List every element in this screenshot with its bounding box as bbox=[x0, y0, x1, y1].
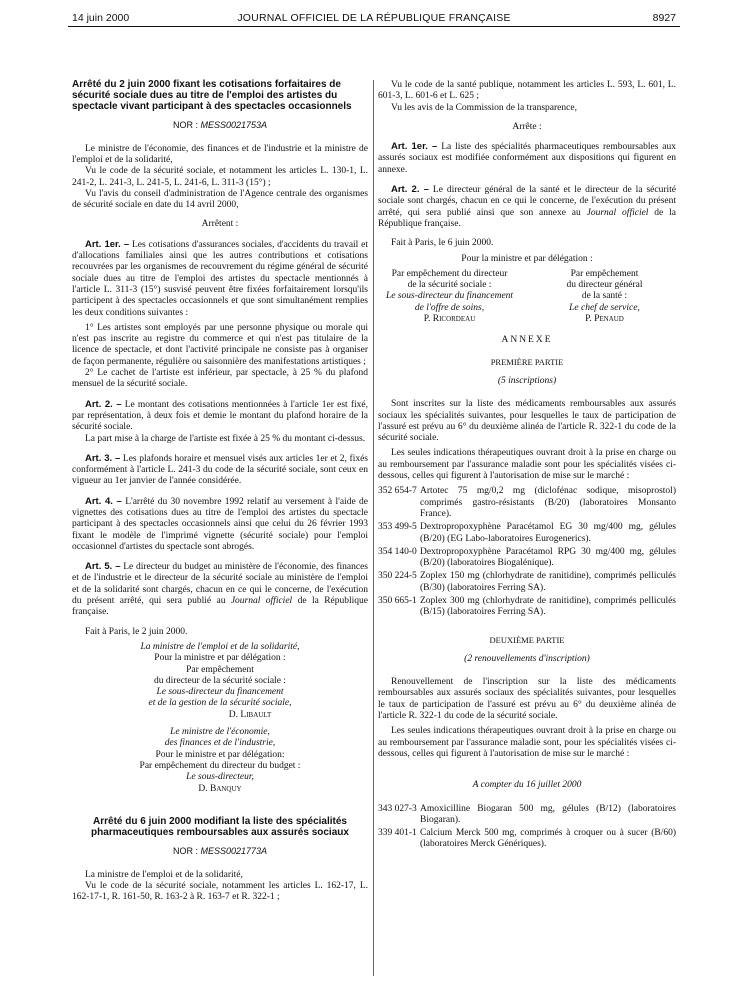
arrete-heading: Arrête : bbox=[512, 121, 542, 132]
part-2-subheading: (2 renouvellements d'inscription) bbox=[464, 653, 590, 664]
nor-label: NOR : bbox=[172, 120, 198, 131]
article-label: Art. 4. – bbox=[85, 495, 122, 507]
condition-1: 1° Les artistes sont employés par une personne physique ou morale qui n'est pas inscrite au registre du commerce et qui n'est pas titulaire de la licence de spectacle, et dont l'activité principale ne consiste pas à organiser de façon permanente, régulière ou saisonnière des manifestations artistiques ; bbox=[72, 322, 368, 367]
signature-line: de l'offre de soins, bbox=[414, 302, 485, 313]
medication-entry: Calcium Merck 500 mg, comprimés à croquer ou à sucer (B/60) (laboratoires Merck Génériques). bbox=[420, 828, 676, 850]
signature-line: Le sous-directeur du financement bbox=[156, 687, 284, 698]
part-1-paragraph: Sont inscrites sur la liste des médicaments remboursables aux assurés sociaux les spécialités suivantes, pour lesquelles le taux de participation de l'assuré est prévu au 6° du deuxième alinéa de l'article R. 322-1 du code de la sécurité sociale. bbox=[378, 399, 676, 444]
signature-line: Le sous-directeur, bbox=[186, 772, 254, 783]
signature-left bbox=[378, 269, 521, 325]
cip-code: 350 224-5 bbox=[378, 571, 417, 582]
header-rule bbox=[68, 26, 680, 27]
journal-officiel-mention: Journal officiel bbox=[586, 207, 649, 218]
signature-line: La ministre de l'emploi et de la solidarité, bbox=[140, 641, 300, 652]
part-2-paragraph: Renouvellement de l'inscription sur la liste des médicaments remboursables aux assurés sociaux des spécialités suivantes, pour lesquelles le taux de participation de l'assuré est prévu au 6° du deuxième alinéa de l'article R. 322-1 du code de la sécurité sociale. bbox=[378, 677, 676, 722]
renewals-list bbox=[378, 804, 676, 853]
header-page-number: 8927 bbox=[652, 12, 676, 24]
signatory-name: P. Penaud bbox=[585, 314, 624, 325]
cip-code: 352 654-7 bbox=[378, 486, 417, 497]
medication-entry: Dextropropoxyphène Paracétamol RPG 30 mg/400 mg, gélules (B/20) (laboratoires Biogalénique). bbox=[420, 546, 676, 569]
vu-paragraph: Vu le code de la santé publique, notamment les articles L. 593, L. 601, L. 601-3, L. 601-6 et L. 625 ; bbox=[378, 80, 676, 102]
signature-block-1 bbox=[72, 642, 368, 721]
intro-paragraph: Vu l'avis du conseil d'administration de l'Agence centrale des organismes de sécurité sociale en date du 14 avril 2000, bbox=[72, 188, 368, 211]
part-1-subheading: (5 inscriptions) bbox=[497, 375, 557, 386]
signature-line: de la sécurité sociale : bbox=[407, 280, 492, 291]
medication-entry: Artotec 75 mg/0,2 mg (diclofénac sodique, misoprostol) comprimés gastro-résistants (B/20) (laboratoires Monsanto France). bbox=[420, 486, 676, 519]
article-text: L'arrêté du 30 novembre 1992 relatif au versement à l'aide de vignettes des cotisations dues au titre de l'emploi des artistes du spectacle participant à des spectacles occasionnels ainsi que celui du 26 février 1993 fixant le modèle de l'imprimé vignette (sécurité sociale) pour l'emploi occasionnel d'artistes du spectacle sont abrogés. bbox=[72, 496, 368, 552]
part-2-paragraph: Les seules indications thérapeutiques ouvrant droit à la prise en charge ou au remboursement par l'assurance maladie sont, pour les spécialités visées ci-dessous, celles qui figurent à l'autorisation de mise sur le marché : bbox=[378, 726, 676, 759]
cip-code: 350 665-1 bbox=[378, 595, 417, 606]
signatory-name: D. Banquy bbox=[198, 783, 242, 794]
article-label: Art. 5. – bbox=[85, 561, 121, 573]
intro-paragraph: Le ministre de l'économie, des finances et de l'industrie et la ministre de l'emploi et de la solidarité, bbox=[72, 143, 368, 165]
part-1-heading: PREMIÈRE PARTIE bbox=[490, 356, 564, 367]
article-text: Le directeur général de la santé et le directeur de la sécurité sociale sont chargés, chacun en ce qui le concerne, de l'exécution du présent arrêté, qui sera publié ainsi que son annexe au bbox=[378, 185, 676, 218]
signature-block-2 bbox=[72, 727, 368, 795]
signature-line: et de la gestion de la sécurité sociale, bbox=[148, 698, 292, 709]
arrete-2-nor bbox=[72, 846, 368, 857]
article-2 bbox=[72, 399, 368, 434]
header-date: 14 juin 2000 bbox=[72, 12, 130, 24]
nor-label: NOR : bbox=[172, 846, 198, 857]
article-text: Le montant des cotisations mentionnées à l'article 1er est fixé, par représentation, à deux fois et demie le montant du plafond horaire de la sécurité sociale. bbox=[72, 399, 368, 433]
signature-line: de la santé : bbox=[581, 291, 628, 302]
delegation-line: Pour la ministre et par délégation : bbox=[461, 253, 593, 264]
arretent-heading: Arrêtent : bbox=[201, 219, 239, 230]
signature-line: Par empêchement du directeur du budget : bbox=[139, 760, 301, 771]
article-label: Art. 1er. – bbox=[391, 141, 438, 153]
article-text: Les plafonds horaire et mensuel visés aux articles 1er et 2, fixés conformément à l'article L. 241-3 du code de la sécurité sociale, sont ceux en vigueur au 1er janvier de l'année considérée. bbox=[72, 453, 368, 487]
signature-line: Par empêchement du directeur bbox=[391, 268, 508, 279]
nor-code: MESS0021753A bbox=[200, 120, 268, 131]
article-3 bbox=[72, 453, 368, 488]
signature-line: Le chef de service, bbox=[569, 302, 640, 313]
arrete-1-title: Arrêté du 2 juin 2000 fixant les cotisations forfaitaires de sécurité sociale dues au titre de l'emploi des artistes du spectacle vivant participant à des spectacles occasionnels bbox=[72, 79, 352, 112]
signature-line: du directeur général bbox=[566, 280, 643, 291]
medication-entry: Dextropropoxyphène Paracétamol EG 30 mg/400 mg, gélules (B/20) (EG Labo-laboratoires Eurogenerics). bbox=[420, 522, 676, 544]
article-text-end: de la République française. bbox=[72, 596, 368, 618]
part-2-heading: DEUXIÈME PARTIE bbox=[489, 634, 565, 645]
effective-date: A compter du 16 juillet 2000 bbox=[472, 780, 582, 791]
intro-paragraph: La ministre de l'emploi et de la solidarité, bbox=[85, 869, 243, 880]
signatory-name: D. Libault bbox=[228, 709, 272, 720]
article-label: Art. 1er. – bbox=[85, 238, 130, 250]
page-header bbox=[72, 8, 676, 26]
left-column bbox=[72, 80, 368, 904]
article-2 bbox=[378, 184, 676, 230]
cip-code: 354 140-0 bbox=[378, 546, 417, 557]
header-journal-title: JOURNAL OFFICIEL DE LA RÉPUBLIQUE FRANÇAISE bbox=[237, 12, 511, 24]
arrete-1-nor bbox=[72, 120, 368, 131]
medication-entry: Zoplex 300 mg (chlorhydrate de ranitidine), comprimés pelliculés (B/15) (laboratoires Ferring SA). bbox=[420, 595, 676, 618]
signature-line: Par empêchement bbox=[570, 268, 639, 279]
article-2-second-paragraph: La part mise à la charge de l'artiste est fixée à 25 % du montant ci-dessus. bbox=[85, 433, 366, 444]
article-1 bbox=[72, 239, 368, 319]
article-1 bbox=[378, 141, 676, 176]
signature-line: Pour le ministre et par délégation: bbox=[155, 749, 285, 760]
intro-paragraph: Vu le code de la sécurité sociale, et notamment les articles L. 130-1, L. 241-2, L. 241-3, L. 241-5, L. 241-6, L. 311-3 (15°) ; bbox=[72, 166, 368, 188]
article-text: Les cotisations d'assurances sociales, d'accidents du travail et d'allocations familiales ainsi que les autres contributions et cotisations recouvrées par les organismes de recouvrement du régime général de sécurité sociale dues au titre de l'emploi des artistes du spectacle mentionnés à l'article L. 311-3 (15°) susvisé peuvent être fixées forfaitairement lorsqu'ils participent à des spectacles occasionnels et que sont simultanément remplies les deux conditions suivantes : bbox=[72, 239, 368, 318]
cip-code: 353 499-5 bbox=[378, 522, 417, 533]
medication-entry: Zoplex 150 mg (chlorhydrate de ranitidine), comprimés pelliculés (B/30) (laboratoires Ferring SA). bbox=[420, 571, 676, 593]
part-1-paragraph: Les seules indications thérapeutiques ouvrant droit à la prise en charge ou au remboursement par l'assurance maladie sont pour les spécialités visées ci-dessous, celles qui figurent à l'autorisation de mise sur le marché : bbox=[378, 448, 676, 482]
arrete-2-title: Arrêté du 6 juin 2000 modifiant la liste des spécialités pharmaceutiques remboursables aux assurés sociaux bbox=[91, 815, 349, 838]
signature-line: du directeur de la sécurité sociale : bbox=[154, 675, 286, 686]
article-label: Art. 3. – bbox=[85, 452, 121, 464]
article-4 bbox=[72, 496, 368, 553]
fait-a-paris: Fait à Paris, le 6 juin 2000. bbox=[391, 238, 494, 249]
nor-code: MESS0021773A bbox=[200, 846, 268, 857]
article-text: La liste des spécialités pharmaceutiques remboursables aux assurés sociaux est modifiée conformément aux dispositions qui figurent en annexe. bbox=[378, 142, 676, 175]
article-text: Le directeur du budget au ministère de l'économie, des finances et de l'industrie et le directeur de la sécurité sociale au ministère de l'emploi et de la solidarité sont chargés, chacun en ce qui le concerne, de l'exécution du présent arrêté, qui sera publié au bbox=[72, 562, 368, 607]
condition-2: 2° Le cachet de l'artiste est inférieur, par spectacle, à 25 % du plafond mensuel de la sécurité sociale. bbox=[72, 368, 368, 390]
fait-a-paris: Fait à Paris, le 2 juin 2000. bbox=[85, 626, 188, 637]
cip-code: 343 027-3 bbox=[378, 803, 417, 814]
signatory-name: P. Ricordeau bbox=[423, 314, 476, 325]
column-divider bbox=[373, 80, 374, 976]
signature-line: Le sous-directeur du financement bbox=[385, 291, 514, 302]
inscriptions-list bbox=[378, 486, 676, 620]
annexe-heading: ANNEXE bbox=[501, 335, 553, 346]
vu-paragraph: Vu les avis de la Commission de la transparence, bbox=[391, 102, 577, 113]
medication-entry: Amoxicilline Biogaran 500 mg, gélules (B/12) (laboratoires Biogaran). bbox=[420, 803, 676, 825]
signature-line: Par empêchement bbox=[186, 664, 254, 675]
journal-officiel-mention: Journal officiel bbox=[230, 596, 293, 607]
article-5 bbox=[72, 561, 368, 618]
signature-pair bbox=[378, 269, 676, 325]
article-text-end: de la République française. bbox=[378, 207, 676, 229]
signature-right bbox=[533, 269, 676, 325]
signature-line: Le ministre de l'économie, bbox=[170, 727, 270, 738]
intro-paragraph: Vu le code de la sécurité sociale, notamment les articles L. 162-17, L. 162-17-1, R. 161-50, R. 163-2 à R. 163-7 et R. 322-1 ; bbox=[72, 881, 368, 903]
signature-line: Pour la ministre et par délégation : bbox=[154, 653, 286, 664]
article-label: Art. 2. – bbox=[391, 184, 429, 196]
cip-code: 339 401-1 bbox=[378, 828, 417, 839]
article-label: Art. 2. – bbox=[85, 398, 122, 410]
right-column bbox=[378, 80, 676, 853]
signature-line: des finances et de l'industrie, bbox=[164, 738, 276, 749]
